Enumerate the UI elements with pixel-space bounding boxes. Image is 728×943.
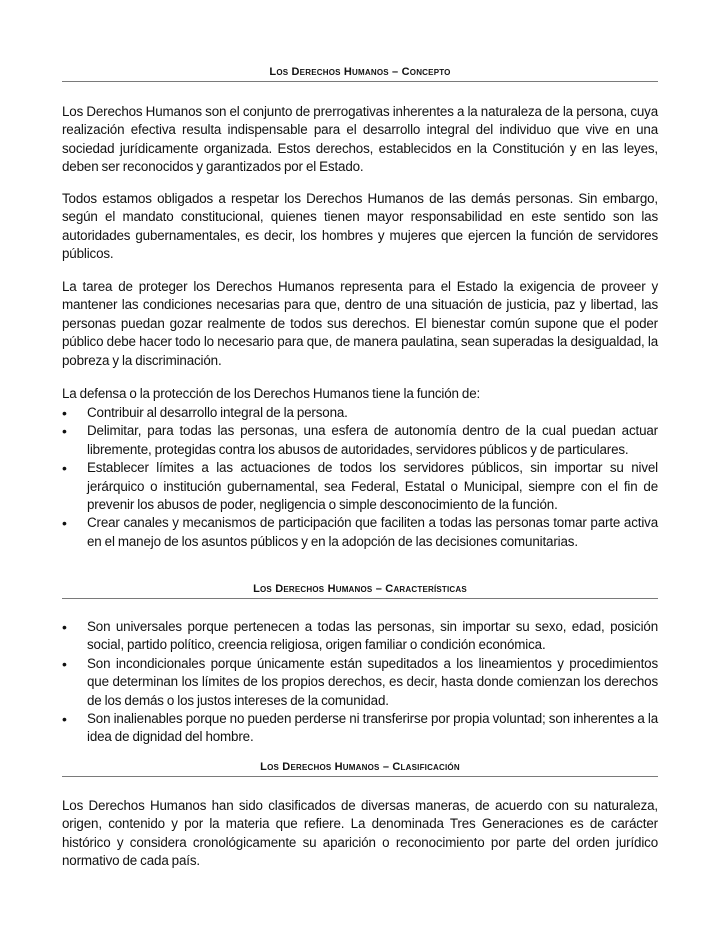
list-item-text: Son inalienables porque no pueden perderse ni transferirse por propia voluntad; son inherentes a la idea de dignidad del hombre. xyxy=(87,711,658,745)
list-item-text: Contribuir al desarrollo integral de la persona. xyxy=(87,405,348,420)
paragraph-concepto-1: Los Derechos Humanos son el conjunto de prerrogativas inherentes a la naturaleza de la persona, cuya realización efectiva resulta indispensable para el desarrollo integral del individuo que vive en una sociedad jurídicamente organizada. Estos derechos, establecidos en la Constitución y en las leyes, deben ser reconocidos y garantizados por el Estado. xyxy=(62,104,658,175)
list-item xyxy=(62,404,658,422)
list-item-text: Crear canales y mecanismos de participación que faciliten a todas las personas tomar parte activa en el manejo de los asuntos públicos y en la adopción de las decisiones comunitarias. xyxy=(87,515,658,549)
heading-rule xyxy=(62,776,658,777)
list-item-text: Son universales porque pertenecen a todas las personas, sin importar su sexo, edad, posición social, partido político, creencia religiosa, origen familiar o condición económica. xyxy=(87,619,658,653)
heading-title: Los Derechos Humanos – Concepto xyxy=(269,66,451,78)
list-item xyxy=(62,459,658,514)
list-item-text: Establecer límites a las actuaciones de todos los servidores públicos, sin importar su nivel jerárquico o institución gubernamental, sea Federal, Estatal o Municipal, siempre con el fin de prevenir los abusos de poder, negligencia o simple desconocimiento de la función. xyxy=(87,460,658,513)
list-item-text: Son incondicionales porque únicamente están supeditados a los lineamientos y procedimientos que determinan los límites de los propios derechos, es decir, hasta donde comienzan los derechos de los demás o los justos intereses de la comunidad. xyxy=(87,655,658,708)
paragraph-clasificacion-1: Los Derechos Humanos han sido clasificados de diversas maneras, de acuerdo con su naturaleza, origen, contenido y por la materia que refiere. La denominada Tres Generaciones es de carácter histórico y considera cronológicamente su aparición o reconocimiento por parte del orden jurídico normativo de cada país. xyxy=(62,798,658,869)
bullet-icon: • xyxy=(62,405,67,421)
list-item xyxy=(62,514,658,551)
bullet-icon: • xyxy=(62,423,67,440)
bullet-list-concepto xyxy=(62,404,658,551)
bullet-icon: • xyxy=(62,619,67,635)
list-item-text: Delimitar, para todas las personas, una esfera de autonomía dentro de la cual puedan actuar libremente, protegidas contra los abusos de autoridades, servidores públicos y de particulares. xyxy=(87,423,658,457)
bullet-icon: • xyxy=(62,515,67,532)
list-item xyxy=(62,710,658,747)
list-intro-concepto: La defensa o la protección de los Derechos Humanos tiene la función de: xyxy=(62,386,481,401)
heading-title: Los Derechos Humanos – Clasificación xyxy=(260,761,460,773)
paragraph-concepto-2: Todos estamos obligados a respetar los Derechos Humanos de las demás personas. Sin embargo, según el mandato constitucional, quienes tienen mayor responsabilidad en este sentido son las autoridades gubernamentales, es decir, los hombres y mujeres que ejercen la función de servidores públicos. xyxy=(62,191,658,262)
heading-title: Los Derechos Humanos – Características xyxy=(253,583,467,595)
section-heading-concepto xyxy=(62,66,658,82)
section-heading-caracteristicas xyxy=(62,583,658,599)
heading-rule xyxy=(62,598,658,599)
list-item xyxy=(62,618,658,655)
section-heading-clasificacion xyxy=(62,761,658,777)
list-item xyxy=(62,655,658,710)
bullet-icon: • xyxy=(62,711,67,728)
heading-rule xyxy=(62,81,658,82)
list-item xyxy=(62,422,658,459)
paragraph-concepto-3: La tarea de proteger los Derechos Humanos representa para el Estado la exigencia de proveer y mantener las condiciones necesarias para que, dentro de una situación de justicia, paz y libertad, las personas puedan gozar realmente de todos sus derechos. El bienestar común supone que el poder público debe hacer todo lo necesario para que, de manera paulatina, sean superadas la desigualdad, la pobreza y la discriminación. xyxy=(62,279,658,368)
bullet-icon: • xyxy=(62,655,67,672)
bullet-list-caracteristicas xyxy=(62,618,658,747)
bullet-icon: • xyxy=(62,460,67,477)
